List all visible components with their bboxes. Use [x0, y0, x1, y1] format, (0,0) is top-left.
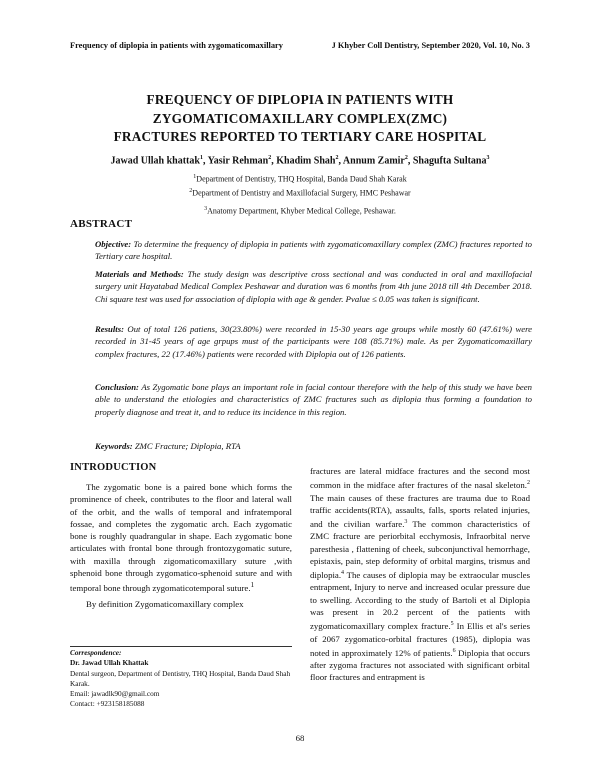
intro-right-column: fractures are lateral midface fractures and the second most common in the midface after fractures of the nasal skeleton.$^2$ The main causes of these fractures are trauma due to Road traffic accidents(RTA), assaults, falls, sports related injuries, and the civilian warfare.$^3$ The common characteristics of ZMC fracture are periorbital ecchymosis, Infraorbital nerve paresthesia , flattening of cheek, subconjunctival hemorrhage, epistaxis, pain, step deformity of orbital margins, trismus and diplopia.$^4$ The causes of diplopia may be extraocular muscles entrapment, Injury to nerve and increased ocular pressure due to swelling. According to the study of Bartoli et al Diplopia was present in 20.2 percent of the patients with zygomaticomaxillary complex fracture.$^5$ In Ellis et al's series of 2067 zygomatico-orbital fractures (1985), diplopia was noted in approximately 12% of patients.$^6$ Diplopia that occurs after zygoma fractures not associated with significant orbital floor fractures and entrapment is	[310, 466, 530, 683]
author-name: Khadim Shah	[276, 155, 336, 167]
running-header-left: Frequency of diplopia in patients with zygomaticomaxillary	[70, 41, 283, 50]
running-header-right: J Khyber Coll Dentistry, September 2020, Vol. 10, No. 3	[331, 41, 530, 50]
affiliation: $^2$Department of Dentistry and Maxillofacial Surgery, HMC Peshawar	[189, 188, 411, 198]
correspondence-email: Email: jawadlk90@gmail.com	[70, 689, 160, 699]
abstract-results: Results: Out of total 126 patiens, 30(23.80%) were recorded in 15-30 years age groups while mostly 60 (47.61%) were recorded in 31-45 years of age grpups must of the participants were 108 (85.71%) male. As per Zygomaticomaxillary complex fractures, 22 (17.46%) patients were recorded with Diplopia out of 126 patients.	[95, 324, 533, 359]
author-name: Jawad Ullah khattak	[110, 155, 200, 167]
abstract-objective: Objective: To determine the frequency of diplopia in patients with zygomaticomaxillary complex (ZMC) fractures reported to Tertiary care hospital.	[95, 239, 532, 262]
title-line-3: FRACTURES REPORTED TO TERTIARY CARE HOSPITAL	[113, 129, 487, 144]
correspondence-name: Dr. Jawad Ullah Khattak	[70, 658, 149, 668]
abstract-keywords: Keywords: ZMC Fracture; Diplopia, RTA	[95, 441, 241, 451]
correspondence-contact: Contact: +923158185088	[70, 699, 145, 709]
correspondence-box	[70, 648, 292, 710]
author-list: Jawad Ullah khattak$^1$, Yasir Rehman$^2$, Khadim Shah$^2$, Annum Zamir$^2$, Shagufta Sultana$^3$	[110, 155, 490, 167]
affiliation: $^1$Department of Dentistry, THQ Hospital, Banda Daud Shah Karak	[193, 174, 407, 184]
correspondence-label: Correspondence:	[70, 648, 122, 657]
author-name: Yasir Rehman	[207, 155, 269, 167]
abstract-methods: Materials and Methods: The study design was descriptive cross sectional and was conducted in oral and maxillofacial surgery unit Hayatabad Medical Complex Peshawar and duration was 6 months from 4th june 2018 till 4th December 2018. Chi square test was used for association of diplopia with age & gender. Pvalue ≤ 0.05 was taken is significant.	[95, 269, 532, 304]
abstract-heading: ABSTRACT	[70, 218, 133, 230]
title-line-2: ZYGOMATICOMAXILLARY COMPLEX(ZMC)	[152, 110, 448, 126]
abstract-conclusion: Conclusion: As Zygomatic bone plays an important role in facial contour therefore with the help of this study we have been able to understand the etiologies and characteristics of ZMC fractures such as diplopia thus forming a foundation to properly diagnose and treat it, and to reduce its incidence in this region.	[95, 382, 532, 417]
paper-title	[60, 91, 540, 147]
author-name: Shagufta Sultana	[412, 155, 487, 167]
correspondence-address: Dental surgeon, Department of Dentistry, THQ Hospital, Banda Daud Shah Karak.	[70, 668, 291, 688]
affiliation: $^3$Anatomy Department, Khyber Medical College, Peshawar.	[204, 206, 396, 216]
correspondence-divider	[70, 646, 292, 647]
page-number: 68	[295, 733, 305, 743]
introduction-heading: INTRODUCTION	[70, 462, 157, 473]
intro-paragraph: The zygomatic bone is a paired bone which forms the prominence of cheek, contributes to the floor and lateral wall of the orbit, and the walls of temporal and infratemporal fossae, and completes the zygomatic arch. Each zygomatic bone is roughly quadrangular in shape. Each zygomatic bone articulates with frontal bone through frontozygomatic suture, with maxilla through zigomaticomaxillary suture ,with sphenoid bone through zygomatico-sphenoid suture and with temporal bone through zygomaticotemporal suture.$^1$ By definition Zygomaticomaxillary complex	[70, 482, 292, 609]
author-name: Annum Zamir	[342, 155, 405, 167]
title-line-1: FREQUENCY OF DIPLOPIA IN PATIENTS WITH	[146, 92, 454, 107]
